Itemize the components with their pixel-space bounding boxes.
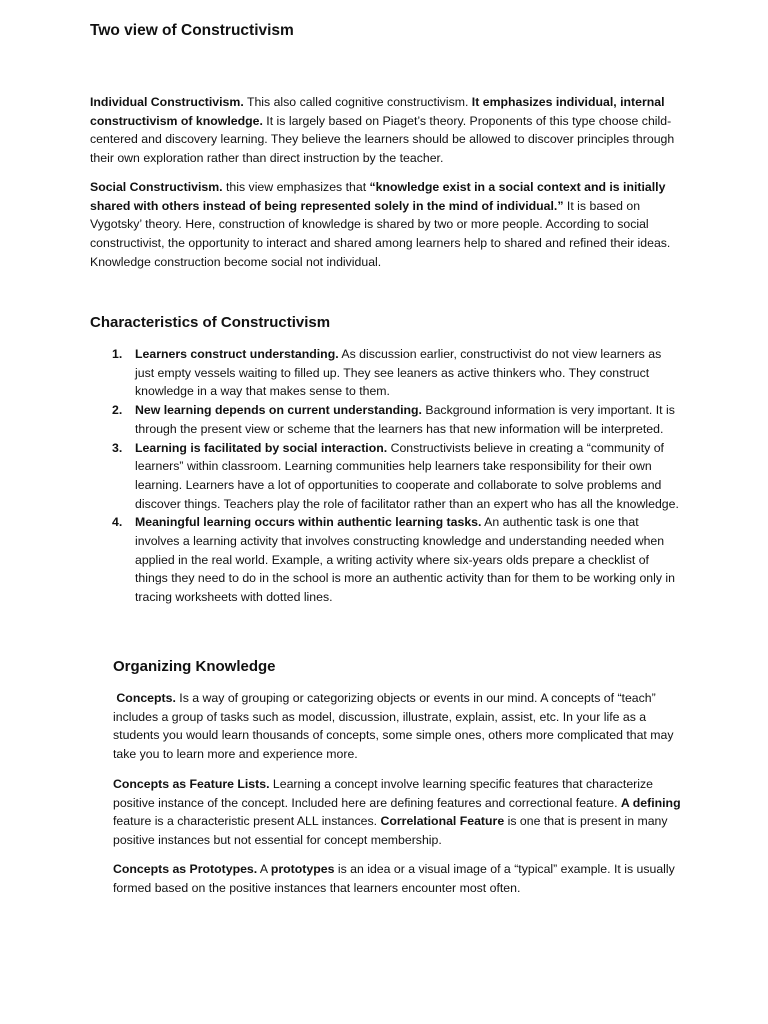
feature-lists-text-3: is one that is present in many positive instances but not essential for concept membership. bbox=[113, 814, 668, 848]
list-item bbox=[112, 439, 680, 514]
list-item bbox=[112, 513, 680, 607]
prototypes-text-1: A bbox=[257, 862, 271, 876]
social-constructivism-lead: Social Constructivism. bbox=[90, 180, 223, 194]
prototypes-lead: Concepts as Prototypes. bbox=[113, 862, 258, 876]
list-item-lead: New learning depends on current understanding. bbox=[135, 403, 422, 418]
feature-lists-paragraph bbox=[113, 775, 683, 850]
individual-constructivism-lead: Individual Constructivism. bbox=[90, 95, 244, 109]
list-item-text: An authentic task is one that involves a learning activity that involves constructing knowledge and understanding needed when applied in the real world. Example, a writing activity where six-years olds prepare a checklist of things they need to do in the school is more an authentic activity than for them to be working only in tracing worksheets with dotted lines. bbox=[135, 515, 676, 605]
social-text-2: It is based on Vygotsky’ theory. Here, construction of knowledge is shared by two or more people. According to social constructivist, the opportunity to interact and shared among learners help to shared and refined their ideas. Knowledge construction become social not individual. bbox=[90, 198, 671, 269]
social-bold-1: “knowledge exist in a social context and is initially shared with others instead of being represented solely in the mind of individual.” bbox=[90, 180, 666, 213]
characteristics-heading: Characteristics of Constructivism bbox=[90, 314, 331, 331]
list-item-text: Constructivists believe in creating a “community of learners” within classroom. Learning communities help learners take responsibility for their own learning. Learners have a lot of opportunities to cooperate and collaborate to solve problems and discover things. Teachers play the role of facilitator rather than an expert who has all the knowledge. bbox=[135, 440, 679, 511]
concepts-text: Is a way of grouping or categorizing objects or events in our mind. A concepts of “teach” includes a group of tasks such as model, discussion, illustrate, explain, assist, etc. In your life as a students you would learn thousands of concepts, some simple ones, others more complicated that may take you to learn more and experience more. bbox=[113, 691, 674, 762]
list-number: 4. bbox=[112, 515, 123, 530]
list-item-text: As discussion earlier, constructivist do not view learners as just empty vessels waiting to filled up. They see leaners as active thinkers who. They construct knowledge in a way that makes sense to them. bbox=[135, 347, 662, 399]
characteristics-list bbox=[112, 345, 680, 607]
feature-lists-bold-2: Correlational Feature bbox=[380, 814, 505, 829]
list-item bbox=[112, 401, 680, 438]
social-text-1: this view emphasizes that bbox=[222, 180, 370, 194]
prototypes-bold-1: prototypes bbox=[270, 862, 335, 876]
list-item bbox=[112, 345, 680, 401]
list-number: 2. bbox=[112, 403, 123, 418]
individual-bold-1: It emphasizes individual, internal constructivism of knowledge. bbox=[90, 95, 665, 128]
list-item-lead: Learning is facilitated by social interaction. bbox=[135, 440, 388, 455]
prototypes-text-2: is an idea or a visual image of a “typical” example. It is usually formed based on the positive instances that learners encounter most often. bbox=[113, 862, 675, 895]
individual-text-2: It is largely based on Piaget’s theory. Proponents of this type choose child-centered and discovery learning. They believe the learners should be allowed to discover principles through their own exploration rather than direct instruction by the teacher. bbox=[90, 113, 675, 166]
individual-constructivism-paragraph bbox=[90, 93, 680, 168]
individual-text-1: This also called cognitive constructivism. bbox=[243, 95, 472, 109]
feature-lists-bold-1: A defining bbox=[620, 795, 681, 810]
list-item-lead: Learners construct understanding. bbox=[135, 347, 339, 361]
list-number: 3. bbox=[112, 440, 123, 455]
feature-lists-text-2: feature is a characteristic present ALL instances. bbox=[113, 814, 381, 829]
concepts-lead: Concepts. bbox=[116, 691, 176, 705]
feature-lists-lead: Concepts as Feature Lists. bbox=[113, 777, 270, 791]
concepts-paragraph bbox=[113, 689, 683, 764]
prototypes-paragraph bbox=[113, 860, 683, 897]
social-constructivism-paragraph bbox=[90, 178, 680, 272]
list-number: 1. bbox=[112, 347, 123, 361]
list-item-lead: Meaningful learning occurs within authentic learning tasks. bbox=[135, 515, 482, 530]
feature-lists-text-1: Learning a concept involve learning specific features that characterize positive instance of the concept. Included here are defining features and correctional feature. bbox=[113, 777, 653, 810]
list-item-text: Background information is very important. It is through the present view or scheme that the learners has that new information will be interpreted. bbox=[135, 403, 675, 436]
organizing-knowledge-heading: Organizing Knowledge bbox=[113, 658, 276, 675]
page-title: Two view of Constructivism bbox=[90, 22, 294, 39]
